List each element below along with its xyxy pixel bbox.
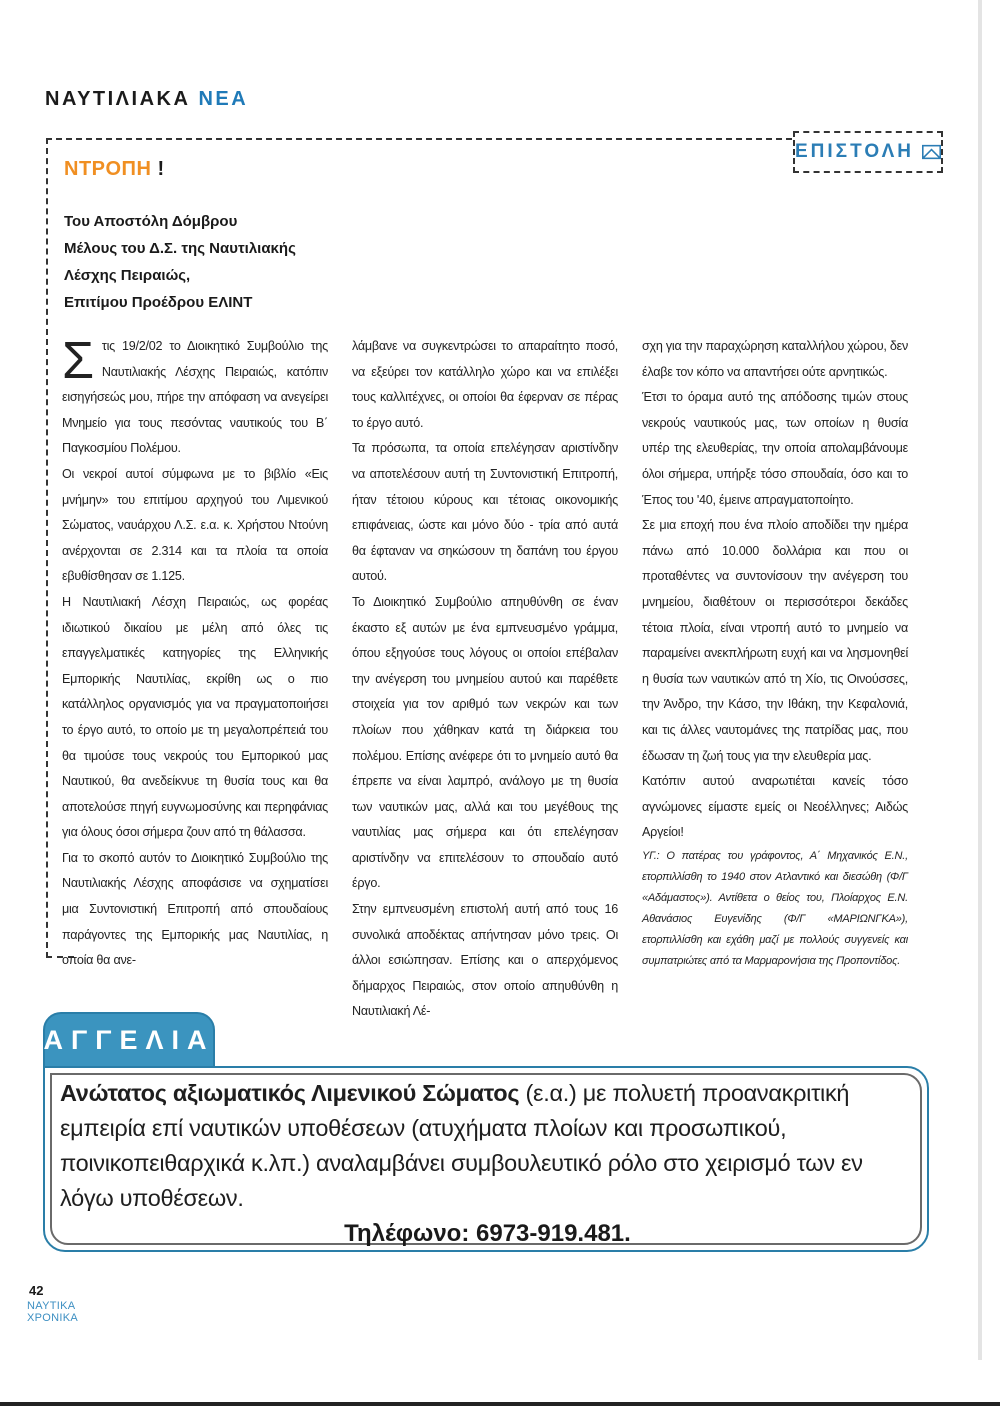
paragraph: Στην εμπνευσμένη επιστολή αυτή από τους 16 συνολικά αποδέκτας απήντησαν μόνο τρεις. Οι άλλοι εσιώπησαν. Επίσης και ο απερχόμενος δήμαρχος Πειραιώς, στον οποίο απηυθύνθη η Ναυτιλιακή Λέ-	[352, 902, 618, 1019]
footnote: ΥΓ.: Ο πατέρας του γράφοντος, Α΄ Μηχανικός Ε.Ν., ετορπιλλίσθη το 1940 στον Ατλαντικό και διεσώθη (Φ/Γ «Αδάμαστος»). Αντίθετα ο θείος του, Πλοίαρχος Ε.Ν. Αθανάσιος Ευγενίδης (Φ/Γ «ΜΑΡΙΩΝΓΚΑ»), ετορπιλλίσθη και εχάθη μαζί με πολλούς συγγενείς και συμπατριώτες από τα Μαρμαρονήσια της Προποντίδος.	[642, 849, 908, 967]
article-column-3	[642, 334, 908, 1025]
page-edge-shadow	[978, 0, 982, 1360]
article-body	[62, 334, 930, 1025]
publication-name	[27, 1300, 78, 1324]
letter-tag-label: ΕΠΙΣΤΟΛΗ	[795, 141, 914, 162]
article-column-2	[352, 334, 618, 1025]
byline-line: Του Αποστόλη Δόμβρου	[64, 213, 238, 230]
article-title-mark: !	[157, 158, 165, 180]
paragraph: Στις 19/2/02 το Διοικητικό Συμβούλιο της Ναυτιλιακής Λέσχης Πειραιώς, κατόπιν εισηγήσεώς μου, πήρε την απόφαση να ανεγείρει Μνημείο για τους πεσόντας ναυτικούς του Β΄ Παγκοσμίου Πολέμου.	[62, 332, 328, 456]
byline	[64, 208, 296, 316]
byline-line: Επιτίμου Προέδρου ΕΛΙΝΤ	[64, 294, 253, 311]
section-title-accent: ΝΕΑ	[198, 88, 249, 110]
paragraph: σχη για την παραχώρηση καταλλήλου χώρου, δεν έλαβε τον κόπο να απαντήσει ούτε αρνητικώς.	[642, 339, 908, 379]
publication-name-line: ΝΑΥΤΙΚΑ	[27, 1300, 76, 1312]
ad-body: (ε.α.) με πολυετή προανακριτική εμπειρία επί ναυτικών υποθέσεων (ατυχήματα πλοίων και προσωπικού, ποινικοπειθαρχικά κ.λπ.) αναλαμβάνει συμβουλευτικό ρόλο στο χειρισμό των εν λόγω υποθέσεων.	[60, 1080, 863, 1211]
paragraph: Οι νεκροί αυτοί σύμφωνα με το βιβλίο «Εις μνήμην» του επιτίμου αρχηγού του Λιμενικού Σώματος, ναυάρχου Λ.Σ. ε.α. κ. Χρήστου Ντούνη ανέρχονται σε 2.314 και τα πλοία τα οποία εβυθίσθησαν σε 1.125.	[62, 466, 328, 584]
article-title-text: ΝΤΡΟΠΗ	[64, 158, 152, 180]
ad-tab-label: ΑΓΓΕΛΙΑ	[43, 1024, 215, 1055]
paragraph: Το Διοικητικό Συμβούλιο απηυθύνθη σε έναν έκαστο εξ αυτών με ένα εμπνευσμένο γράμμα, όπου εξηγούσε τους λόγους οι οποίοι επέβαλαν την ανέγερση του μνημείου αυτού και παρέθετε στοιχεία για τον αριθμό των νεκρών και των πλοίων που χάθηκαν κατά τη διάρκεια του πολέμου. Επίσης ανέφερε ότι το μνημείο αυτό θα έπρεπε να είναι λαμπρό, ανάλογο με τη θυσία των ναυτικών μας, αλλά και του μεγέθους της ναυτιλίας μας σήμερα και ότι επελέγησαν αριστίνδην να επιτελέσουν το σπουδαίο αυτό έργο.	[352, 594, 618, 891]
drop-cap: Σ	[62, 332, 94, 390]
ad-tab	[43, 1012, 215, 1068]
page-number: 42	[29, 1283, 44, 1298]
publication-name-line: ΧΡΟΝΙΚΑ	[27, 1312, 79, 1324]
article-column-1	[62, 334, 328, 1025]
paragraph: Η Ναυτιλιακή Λέσχη Πειραιώς, ως φορέας ιδιωτικού δικαίου με μέλη από όλες τις επαγγελματικές κατηγορίες της Ελληνικής Εμπορικής Ναυτιλίας, εκρίθη ως ο πιο κατάλληλος οργανισμός για να πραγματοποιήσει το έργο αυτό, το οποίο με τη μεγαλοπρέπειά του θα τιμούσε τους νεκρούς του Εμπορικού μας Ναυτικού, θα ανεδείκνυε τη θυσία τους και θα αποτελούσε πηγή ευγνωμοσύνης και περηφάνιας για όλους όσοι σήμερα ζουν από τη θάλασσα.	[62, 594, 328, 840]
paragraph: Για το σκοπό αυτόν το Διοικητικό Συμβούλιο της Ναυτιλιακής Λέσχης αποφάσισε να σχηματίσει μια Συντονιστική Επιτροπή από σπουδαίους παράγοντες της Εμπορικής μας Ναυτιλίας, η οποία θα ανε-	[62, 850, 328, 968]
paragraph: Τα πρόσωπα, τα οποία επελέγησαν αριστίνδην να αποτελέσουν αυτή τη Συντονιστική Επιτροπή, ήταν τέτοιου κύρους και τέτοιας οικονομικής επιφάνειας, ώστε και μόνο δύο - τρία από αυτά θα έφταναν να σηκώσουν τη δαπάνη του έργου αυτού.	[352, 441, 618, 584]
section-header	[45, 88, 248, 111]
paragraph: λάμβανε να συγκεντρώσει το απαραίτητο ποσό, να εξεύρει τον κατάλληλο χώρο και να επιλέξει τους καλλιτέχνες, οι οποίοι θα έφερναν σε πέρας το έργο αυτό.	[352, 339, 618, 430]
byline-line: Λέσχης Πειραιώς,	[64, 267, 191, 284]
ad-headline: Ανώτατος αξιωματικός Λιμενικού Σώματος	[60, 1080, 520, 1106]
paragraph: Έτσι το όραμα αυτό της απόδοσης τιμών στους νεκρούς ναυτικούς μας, των οποίων η θυσία υπέρ της ελευθερίας, την οποία απολαμβάνουμε όλοι σήμερα, υπήρξε τόσο σπουδαία, όσο και το Έπος του '40, έμεινε απραγματοποίητο.	[642, 390, 908, 507]
paragraph: Σε μια εποχή που ένα πλοίο αποδίδει την ημέρα πάνω από 10.000 δολλάρια και που οι προταθέντες να συντονίσουν την ανέγερση του μνημείου, διαθέτουν οι περισσότεροι δεκάδες τέτοια πλοία, είναι ντροπή αυτό το μνημείο να παραμείνει ανεκπλήρωτη ευχή και να λησμονηθεί η θυσία των ναυτικών από τη Χίο, τις Οινούσσες, την Άνδρο, την Κάσο, την Ιθάκη, την Κεφαλονιά, και τις άλλες ναυτομάνες της πατρίδας μας, που έδωσαν τη ζωή τους για την ελευθερία μας.	[642, 518, 908, 763]
classified-ad	[43, 1066, 929, 1252]
section-title-main: ΝΑΥΤΙΛΙΑΚΑ	[45, 88, 191, 110]
envelope-icon	[922, 143, 941, 161]
ad-text	[60, 1076, 915, 1216]
paragraph: Κατόπιν αυτού αναρωτιέται κανείς τόσο αγνώμονες είμαστε εμείς οι Νεοέλληνες; Αιδώς Αργείοι!	[642, 774, 908, 840]
ad-phone: Τηλέφωνο: 6973-919.481.	[344, 1220, 631, 1247]
letter-tag	[793, 131, 943, 173]
article-title	[64, 158, 165, 181]
byline-line: Μέλους του Δ.Σ. της Ναυτιλιακής	[64, 240, 296, 257]
page-bottom-rule	[0, 1402, 1000, 1406]
